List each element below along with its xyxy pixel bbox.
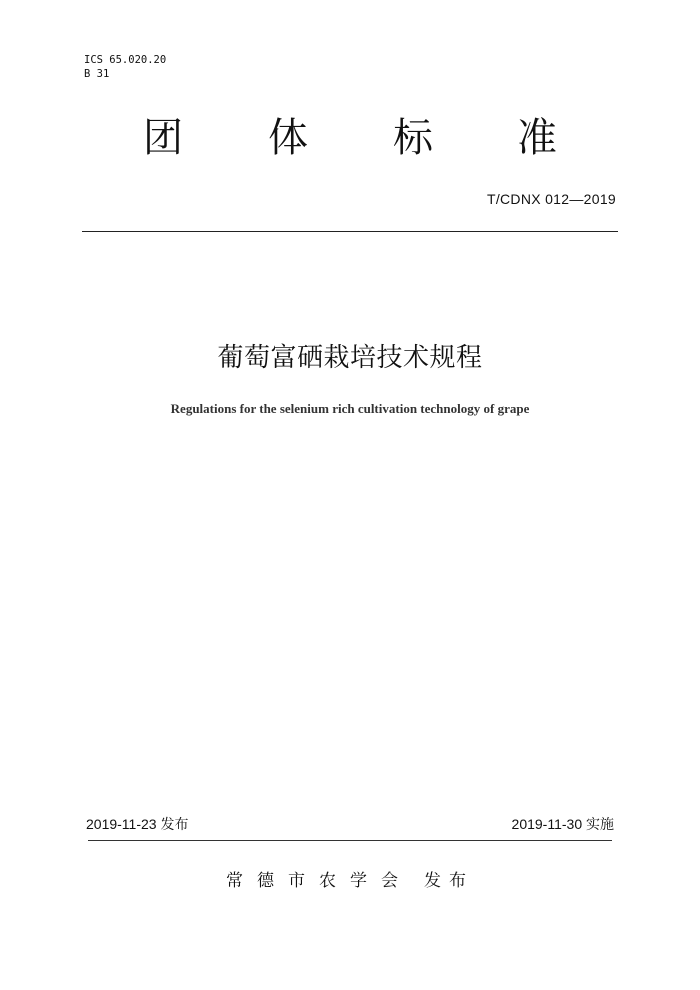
document-title: 葡萄富硒栽培技术规程 [217, 343, 483, 373]
publisher-line [0, 870, 700, 892]
ccs-code: B 31 [84, 68, 110, 80]
publish-date: 2019-11-23 发布 [86, 816, 189, 832]
standard-number: T/CDNX 012—2019 [486, 191, 616, 207]
ics-code: ICS 65.020.20 [84, 54, 167, 66]
standard-type-char: 体 [268, 115, 308, 161]
publisher-name: 常德市农学会 [226, 871, 412, 891]
header-divider [82, 231, 618, 232]
footer-divider [88, 840, 612, 841]
publisher-action: 发布 [424, 871, 474, 891]
standard-type-char: 团 [143, 115, 183, 161]
standard-type-char: 准 [517, 115, 557, 161]
standard-type-char: 标 [393, 115, 433, 161]
implement-date: 2019-11-30 实施 [511, 816, 614, 832]
document-subtitle-en: Regulations for the selenium rich cultivation technology of grape [170, 401, 530, 416]
